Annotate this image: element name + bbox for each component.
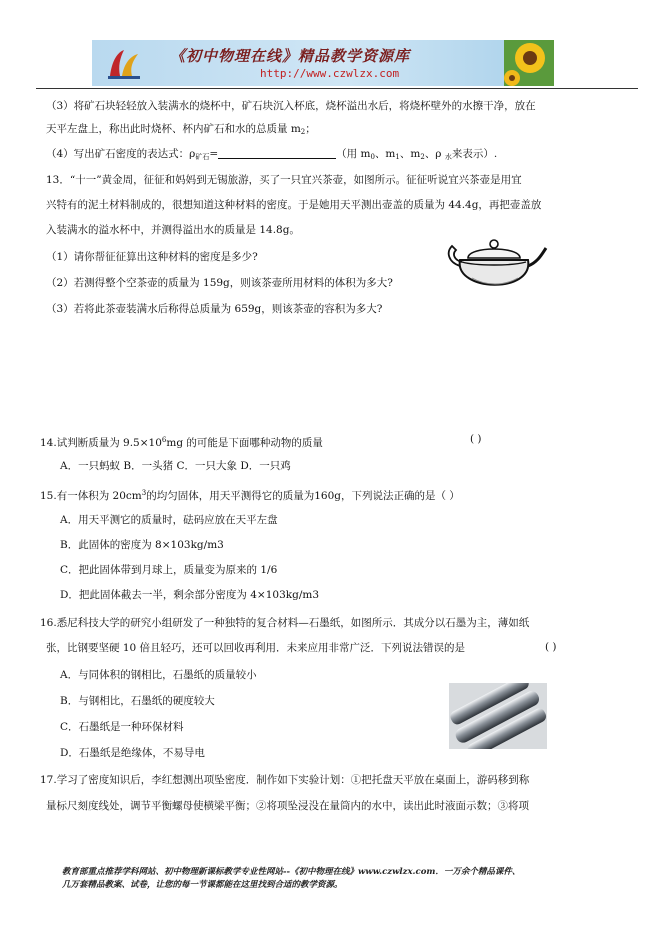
graphite-paper-rolls-image — [449, 683, 547, 749]
q12-step3-line1: （3）将矿石块轻轻放入装满水的烧杯中，矿石块沉入杯底，烧杯溢出水后，将烧杯壁外的水擦干净，放在 — [46, 100, 536, 112]
q13-line3: 入装满水的溢水杯中，并测得溢出水的质量是 14.8g。 — [46, 224, 300, 236]
q17-line1: 17.学习了密度知识后，李红想测出项坠密度．制作如下实验计划：①把托盘天平放在桌面上，游码移到称 — [40, 774, 530, 786]
banner-title: 《初中物理在线》精品教学资源库 — [170, 47, 411, 65]
teapot-image — [446, 232, 550, 296]
q15-stem: 15.有一体积为 $20cm^3$的均匀固体，用天平测得它的质量为160g，下列说法正确的是（ ） — [40, 489, 460, 502]
site-logo-icon — [106, 46, 142, 80]
q15-option-a: A．用天平测它的质量时，砝码应放在天平左盘 — [60, 514, 278, 526]
q15-option-b: B．此固体的密度为 8×103kg/m3 — [60, 539, 224, 551]
sunflower-icon — [504, 40, 554, 86]
q14-stem: 14.试判断质量为 $9.5\times 10^6mg$ 的可能是下面哪种动物的质量 — [40, 436, 323, 449]
banner-url: http://www.czwlzx.com — [260, 67, 400, 80]
q16-option-b: B．与钢相比，石墨纸的硬度较大 — [60, 695, 215, 707]
footer-line2: 几万套精品教案、试卷，让您的每一节课都能在这里找到合适的教学资源。 — [62, 880, 343, 890]
q16-option-d: D．石墨纸是绝缘体，不易导电 — [60, 747, 205, 759]
q13-sub1: （1）请你帮征征算出这种材料的密度是多少? — [46, 251, 258, 263]
q12-step4-line: （4）写出矿石密度的表达式：$\rho_{矿石}=$ （用 $m_0$、$m_1$、$m_2$、ρ $_水$来表示）. — [46, 148, 498, 161]
q12-step3-line2: 天平左盘上，称出此时烧杯、杯内矿石和水的总质量 $m_2$； — [46, 123, 316, 136]
q13-line1: 13．“十一”黄金周，征征和妈妈到无锡旅游，买了一只宜兴茶壶，如图所示。征征听说宜兴茶壶是用宜 — [46, 174, 522, 186]
q16-option-c: C．石墨纸是一种环保材料 — [60, 721, 184, 733]
header-banner — [92, 40, 554, 86]
q15-option-d: D．把此固体截去一半，剩余部分密度为 4×103kg/m3 — [60, 589, 320, 601]
answer-blank[interactable] — [218, 148, 336, 159]
q13-sub3: （3）若将此茶壶装满水后称得总质量为 659g，则该茶壶的容积为多大? — [46, 303, 383, 315]
q17-line2: 量标尺刻度线处，调节平衡螺母使横梁平衡；②将项坠浸没在量筒内的水中，读出此时液面示数；③将项 — [46, 800, 529, 812]
q16-answer-paren[interactable]: ( ) — [545, 641, 557, 653]
footer-line1: 教育部重点推荐学科网站、初中物理新课标教学专业性网站--《初中物理在线》www.czwlzx.com．一万余个精品课件、 — [62, 867, 521, 877]
q16-line1: 16.悉尼科技大学的研究小组研发了一种独特的复合材料—石墨纸，如图所示．其成分以石墨为主，薄如纸 — [40, 617, 530, 629]
q14-options: A．一只蚂蚁 B．一头猪 C．一只大象 D．一只鸡 — [60, 460, 291, 472]
q14-answer-paren[interactable]: ( ) — [470, 433, 482, 445]
q15-option-c: C．把此固体带到月球上，质量变为原来的 1/6 — [60, 564, 278, 576]
header-rule — [36, 88, 638, 89]
q16-line2: 张，比钢要坚硬 10 倍且轻巧，还可以回收再利用．未来应用非常广泛．下列说法错误的是 — [46, 642, 466, 654]
page-footer — [62, 866, 622, 892]
q16-option-a: A．与同体积的钢相比，石墨纸的质量较小 — [60, 669, 257, 681]
q13-line2: 兴特有的泥土材料制成的，很想知道这种材料的密度。于是她用天平测出壶盖的质量为 44.4g，再把壶盖放 — [46, 199, 542, 211]
q13-sub2: （2）若测得整个空茶壶的质量为 159g，则该茶壶所用材料的体积为多大? — [46, 277, 393, 289]
